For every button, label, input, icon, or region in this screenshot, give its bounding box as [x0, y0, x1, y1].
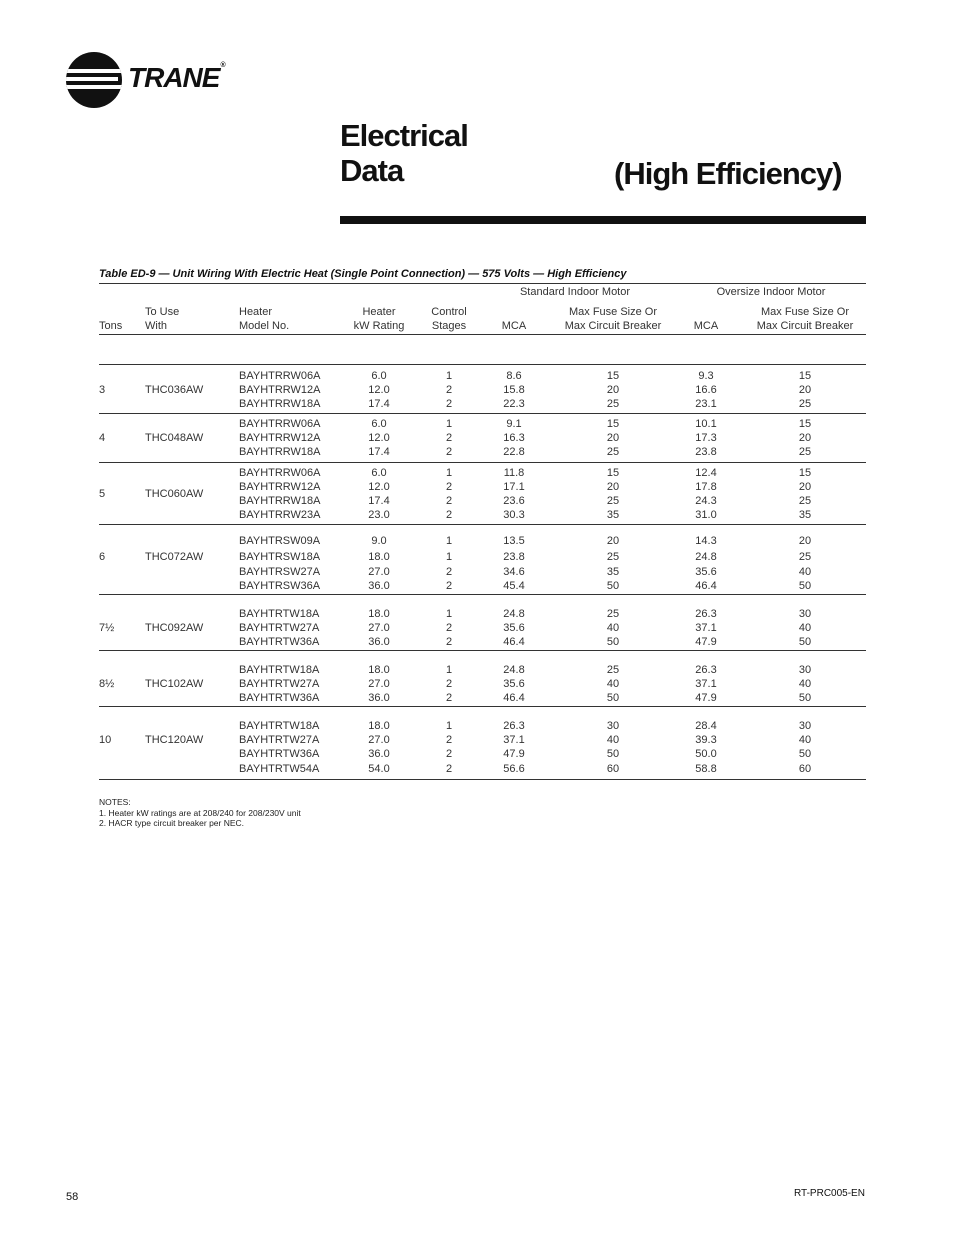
- mca-oversize-cell: 23.8: [695, 446, 717, 458]
- mca-oversize-cell: 47.9: [695, 692, 717, 704]
- header-heater-kw: Heater: [362, 306, 396, 318]
- header-stages: Stages: [431, 320, 467, 332]
- note-item: 1. Heater kW ratings are at 208/240 for 208/230V unit: [99, 807, 301, 818]
- mca-oversize-cell: 10.1: [695, 418, 717, 430]
- control-stages-cell: 2: [445, 566, 453, 578]
- kw-rating-cell: 54.0: [368, 763, 390, 775]
- header-max-fuse-oversize: Max Fuse Size Or: [760, 306, 850, 318]
- max-fuse-standard-cell: 15: [606, 418, 620, 430]
- heater-model-cell: BAYHTRRW06A: [239, 418, 321, 430]
- page-subtitle: (High Efficiency): [614, 156, 842, 191]
- kw-rating-cell: 27.0: [368, 734, 390, 746]
- max-fuse-oversize-cell: 50: [798, 692, 812, 704]
- max-fuse-standard-cell: 60: [606, 763, 620, 775]
- max-fuse-standard-cell: 20: [606, 384, 620, 396]
- max-fuse-standard-cell: 35: [606, 566, 620, 578]
- row-tons: 6: [99, 551, 106, 563]
- mca-oversize-cell: 28.4: [695, 720, 717, 732]
- heater-model-cell: BAYHTRSW18A: [239, 551, 321, 563]
- heater-model-cell: BAYHTRRW18A: [239, 446, 321, 458]
- max-fuse-oversize-cell: 40: [798, 566, 812, 578]
- table-title: Table ED-9 — Unit Wiring With Electric Heat (Single Point Connection) — 575 Volts — High Efficiency: [99, 268, 627, 280]
- kw-rating-cell: 18.0: [368, 720, 390, 732]
- max-fuse-oversize-cell: 40: [798, 678, 812, 690]
- kw-rating-cell: 27.0: [368, 566, 390, 578]
- control-stages-cell: 1: [445, 551, 453, 563]
- control-stages-cell: 2: [445, 495, 453, 507]
- mca-oversize-cell: 16.6: [695, 384, 717, 396]
- kw-rating-cell: 6.0: [371, 370, 387, 382]
- max-fuse-oversize-cell: 50: [798, 580, 812, 592]
- mca-oversize-cell: 58.8: [695, 763, 717, 775]
- heater-model-cell: BAYHTRTW18A: [239, 608, 320, 620]
- mca-oversize-cell: 24.3: [695, 495, 717, 507]
- control-stages-cell: 2: [445, 580, 453, 592]
- mca-standard-cell: 46.4: [503, 636, 525, 648]
- max-fuse-oversize-cell: 35: [798, 509, 812, 521]
- max-fuse-oversize-cell: 30: [798, 608, 812, 620]
- table-rule: [99, 364, 866, 365]
- header-control: Control: [431, 306, 467, 318]
- mca-oversize-cell: 12.4: [695, 467, 717, 479]
- heater-model-cell: BAYHTRTW36A: [239, 636, 320, 648]
- mca-oversize-cell: 31.0: [695, 509, 717, 521]
- mca-standard-cell: 30.3: [503, 509, 525, 521]
- control-stages-cell: 1: [445, 608, 453, 620]
- mca-standard-cell: 22.3: [503, 398, 525, 410]
- max-fuse-standard-cell: 20: [606, 432, 620, 444]
- heater-model-cell: BAYHTRRW12A: [239, 384, 321, 396]
- header-kw-rating: kW Rating: [353, 320, 405, 332]
- row-tons: 4: [99, 432, 106, 444]
- mca-oversize-cell: 47.9: [695, 636, 717, 648]
- trane-logo-circle-icon: [66, 52, 122, 108]
- kw-rating-cell: 18.0: [368, 608, 390, 620]
- max-fuse-oversize-cell: 40: [798, 734, 812, 746]
- max-fuse-oversize-cell: 50: [798, 748, 812, 760]
- mca-standard-cell: 34.6: [503, 566, 525, 578]
- mca-oversize-cell: 35.6: [695, 566, 717, 578]
- trane-logo: [66, 52, 236, 108]
- mca-standard-cell: 8.6: [506, 370, 522, 382]
- control-stages-cell: 1: [445, 467, 453, 479]
- kw-rating-cell: 36.0: [368, 692, 390, 704]
- max-fuse-standard-cell: 25: [606, 608, 620, 620]
- control-stages-cell: 2: [445, 384, 453, 396]
- table-rule: [99, 413, 866, 414]
- heater-model-cell: BAYHTRTW27A: [239, 622, 320, 634]
- heater-model-cell: BAYHTRRW18A: [239, 398, 321, 410]
- mca-standard-cell: 47.9: [503, 748, 525, 760]
- max-fuse-oversize-cell: 25: [798, 495, 812, 507]
- mca-oversize-cell: 17.3: [695, 432, 717, 444]
- mca-standard-cell: 9.1: [506, 418, 522, 430]
- max-fuse-standard-cell: 30: [606, 720, 620, 732]
- row-tons: 8½: [99, 678, 115, 690]
- max-fuse-oversize-cell: 40: [798, 622, 812, 634]
- notes-heading: NOTES:: [99, 797, 131, 807]
- mca-oversize-cell: 24.8: [695, 551, 717, 563]
- max-fuse-standard-cell: 50: [606, 692, 620, 704]
- kw-rating-cell: 23.0: [368, 509, 390, 521]
- mca-standard-cell: 22.8: [503, 446, 525, 458]
- control-stages-cell: 1: [445, 535, 453, 547]
- row-unit-model: THC092AW: [145, 622, 204, 634]
- max-fuse-standard-cell: 20: [606, 481, 620, 493]
- header-max-fuse-standard: Max Fuse Size Or: [568, 306, 658, 318]
- document-code: RT-PRC005-EN: [794, 1188, 865, 1199]
- kw-rating-cell: 27.0: [368, 678, 390, 690]
- mca-standard-cell: 13.5: [503, 535, 525, 547]
- control-stages-cell: 2: [445, 692, 453, 704]
- row-unit-model: THC102AW: [145, 678, 204, 690]
- heater-model-cell: BAYHTRRW23A: [239, 509, 321, 521]
- kw-rating-cell: 6.0: [371, 418, 387, 430]
- mca-standard-cell: 23.8: [503, 551, 525, 563]
- header-max-breaker-standard: Max Circuit Breaker: [564, 320, 662, 332]
- mca-standard-cell: 46.4: [503, 692, 525, 704]
- mca-standard-cell: 35.6: [503, 622, 525, 634]
- mca-oversize-cell: 37.1: [695, 678, 717, 690]
- control-stages-cell: 2: [445, 678, 453, 690]
- page-title: Electrical Data: [340, 118, 468, 188]
- mca-standard-cell: 45.4: [503, 580, 525, 592]
- header-mca-standard: MCA: [501, 320, 527, 332]
- mca-standard-cell: 15.8: [503, 384, 525, 396]
- kw-rating-cell: 17.4: [368, 398, 390, 410]
- heater-model-cell: BAYHTRTW27A: [239, 734, 320, 746]
- heater-model-cell: BAYHTRRW12A: [239, 432, 321, 444]
- max-fuse-oversize-cell: 25: [798, 446, 812, 458]
- heater-model-cell: BAYHTRSW09A: [239, 535, 321, 547]
- kw-rating-cell: 12.0: [368, 432, 390, 444]
- mca-oversize-cell: 23.1: [695, 398, 717, 410]
- kw-rating-cell: 18.0: [368, 551, 390, 563]
- heater-model-cell: BAYHTRSW36A: [239, 580, 321, 592]
- max-fuse-standard-cell: 25: [606, 551, 620, 563]
- row-unit-model: THC072AW: [145, 551, 204, 563]
- control-stages-cell: 1: [445, 370, 453, 382]
- mca-standard-cell: 16.3: [503, 432, 525, 444]
- mca-oversize-cell: 17.8: [695, 481, 717, 493]
- heater-model-cell: BAYHTRTW36A: [239, 748, 320, 760]
- max-fuse-standard-cell: 50: [606, 748, 620, 760]
- heater-model-cell: BAYHTRRW12A: [239, 481, 321, 493]
- kw-rating-cell: 6.0: [371, 467, 387, 479]
- header-to-use: To Use: [145, 306, 180, 318]
- max-fuse-standard-cell: 15: [606, 370, 620, 382]
- mca-standard-cell: 37.1: [503, 734, 525, 746]
- heater-model-cell: BAYHTRTW27A: [239, 678, 320, 690]
- row-tons: 3: [99, 384, 106, 396]
- kw-rating-cell: 17.4: [368, 446, 390, 458]
- header-tons: Tons: [99, 320, 123, 332]
- notes: [99, 797, 301, 829]
- max-fuse-oversize-cell: 25: [798, 551, 812, 563]
- max-fuse-standard-cell: 20: [606, 535, 620, 547]
- control-stages-cell: 1: [445, 720, 453, 732]
- row-tons: 10: [99, 734, 112, 746]
- mca-oversize-cell: 39.3: [695, 734, 717, 746]
- control-stages-cell: 2: [445, 481, 453, 493]
- row-unit-model: THC060AW: [145, 488, 204, 500]
- table-rule: [99, 706, 866, 707]
- control-stages-cell: 2: [445, 636, 453, 648]
- max-fuse-standard-cell: 25: [606, 664, 620, 676]
- control-stages-cell: 1: [445, 664, 453, 676]
- max-fuse-standard-cell: 50: [606, 580, 620, 592]
- max-fuse-standard-cell: 40: [606, 678, 620, 690]
- header-with: With: [145, 320, 167, 332]
- max-fuse-oversize-cell: 30: [798, 664, 812, 676]
- header-mca-oversize: MCA: [693, 320, 719, 332]
- mca-standard-cell: 24.8: [503, 664, 525, 676]
- kw-rating-cell: 36.0: [368, 636, 390, 648]
- heater-model-cell: BAYHTRRW06A: [239, 467, 321, 479]
- kw-rating-cell: 36.0: [368, 580, 390, 592]
- mca-standard-cell: 11.8: [503, 467, 525, 479]
- header-model-no: Model No.: [239, 320, 290, 332]
- control-stages-cell: 2: [445, 446, 453, 458]
- max-fuse-standard-cell: 35: [606, 509, 620, 521]
- max-fuse-oversize-cell: 30: [798, 720, 812, 732]
- mca-standard-cell: 35.6: [503, 678, 525, 690]
- table-rule: [99, 334, 866, 335]
- kw-rating-cell: 18.0: [368, 664, 390, 676]
- heater-model-cell: BAYHTRTW18A: [239, 664, 320, 676]
- row-unit-model: THC036AW: [145, 384, 204, 396]
- mca-oversize-cell: 37.1: [695, 622, 717, 634]
- max-fuse-oversize-cell: 20: [798, 432, 812, 444]
- mca-standard-cell: 17.1: [503, 481, 525, 493]
- kw-rating-cell: 12.0: [368, 384, 390, 396]
- mca-oversize-cell: 14.3: [695, 535, 717, 547]
- table-rule: [99, 779, 866, 780]
- mca-oversize-cell: 26.3: [695, 608, 717, 620]
- max-fuse-oversize-cell: 20: [798, 481, 812, 493]
- title-rule: [340, 216, 866, 224]
- max-fuse-standard-cell: 15: [606, 467, 620, 479]
- max-fuse-oversize-cell: 20: [798, 384, 812, 396]
- control-stages-cell: 2: [445, 509, 453, 521]
- max-fuse-oversize-cell: 25: [798, 398, 812, 410]
- max-fuse-oversize-cell: 15: [798, 418, 812, 430]
- max-fuse-standard-cell: 50: [606, 636, 620, 648]
- heater-model-cell: BAYHTRTW36A: [239, 692, 320, 704]
- control-stages-cell: 1: [445, 418, 453, 430]
- mca-oversize-cell: 26.3: [695, 664, 717, 676]
- page-number: 58: [66, 1191, 79, 1203]
- group-header-oversize: Oversize Indoor Motor: [716, 286, 826, 298]
- table-rule: [99, 650, 866, 651]
- max-fuse-oversize-cell: 15: [798, 467, 812, 479]
- max-fuse-oversize-cell: 50: [798, 636, 812, 648]
- heater-model-cell: BAYHTRTW54A: [239, 763, 320, 775]
- max-fuse-standard-cell: 25: [606, 398, 620, 410]
- kw-rating-cell: 36.0: [368, 748, 390, 760]
- kw-rating-cell: 12.0: [368, 481, 390, 493]
- kw-rating-cell: 27.0: [368, 622, 390, 634]
- max-fuse-standard-cell: 25: [606, 446, 620, 458]
- mca-standard-cell: 23.6: [503, 495, 525, 507]
- mca-oversize-cell: 9.3: [698, 370, 714, 382]
- table-rule: [99, 283, 866, 284]
- mca-standard-cell: 56.6: [503, 763, 525, 775]
- mca-oversize-cell: 50.0: [695, 748, 717, 760]
- table-rule: [99, 462, 866, 463]
- max-fuse-oversize-cell: 20: [798, 535, 812, 547]
- row-unit-model: THC120AW: [145, 734, 204, 746]
- heater-model-cell: BAYHTRRW18A: [239, 495, 321, 507]
- row-tons: 7½: [99, 622, 115, 634]
- row-unit-model: THC048AW: [145, 432, 204, 444]
- note-item: 2. HACR type circuit breaker per NEC.: [99, 818, 245, 828]
- header-heater: Heater: [239, 306, 273, 318]
- heater-model-cell: BAYHTRTW18A: [239, 720, 320, 732]
- group-header-standard: Standard Indoor Motor: [519, 286, 631, 298]
- mca-oversize-cell: 46.4: [695, 580, 717, 592]
- max-fuse-standard-cell: 25: [606, 495, 620, 507]
- control-stages-cell: 2: [445, 622, 453, 634]
- max-fuse-oversize-cell: 60: [798, 763, 812, 775]
- trane-wordmark: TRANE®: [128, 62, 225, 93]
- kw-rating-cell: 17.4: [368, 495, 390, 507]
- mca-standard-cell: 26.3: [503, 720, 525, 732]
- control-stages-cell: 2: [445, 432, 453, 444]
- max-fuse-standard-cell: 40: [606, 734, 620, 746]
- control-stages-cell: 2: [445, 763, 453, 775]
- control-stages-cell: 2: [445, 398, 453, 410]
- table-rule: [99, 524, 866, 525]
- mca-standard-cell: 24.8: [503, 608, 525, 620]
- row-tons: 5: [99, 488, 106, 500]
- max-fuse-oversize-cell: 15: [798, 370, 812, 382]
- max-fuse-standard-cell: 40: [606, 622, 620, 634]
- kw-rating-cell: 9.0: [371, 535, 387, 547]
- heater-model-cell: BAYHTRRW06A: [239, 370, 321, 382]
- table-rule: [99, 594, 866, 595]
- header-max-breaker-oversize: Max Circuit Breaker: [756, 320, 854, 332]
- heater-model-cell: BAYHTRSW27A: [239, 566, 321, 578]
- control-stages-cell: 2: [445, 748, 453, 760]
- control-stages-cell: 2: [445, 734, 453, 746]
